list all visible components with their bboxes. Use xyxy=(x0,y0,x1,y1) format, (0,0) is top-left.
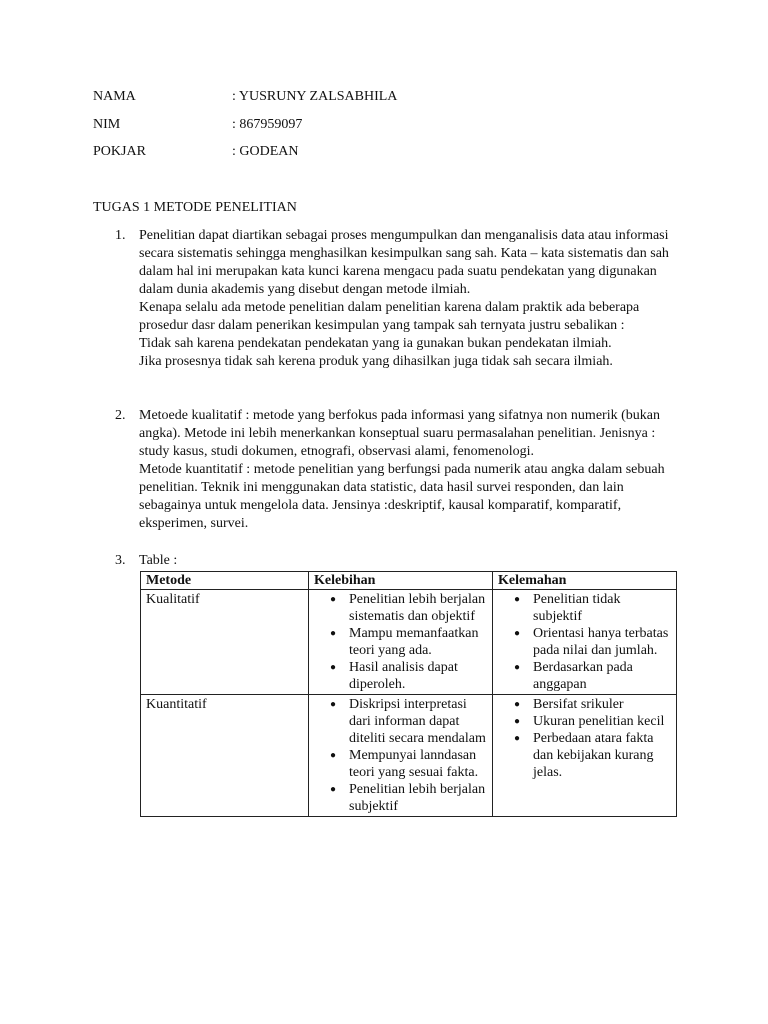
list-item-text: Ukuran penelitian kecil xyxy=(533,714,665,729)
item-paragraph: Jika prosesnya tidak sah kerena produk yang dihasilkan juga tidak sah secara ilmiah. xyxy=(139,354,613,369)
item-body xyxy=(139,407,683,533)
cell-kelebihan xyxy=(309,695,493,817)
cell-kelebihan xyxy=(309,590,493,695)
identity-row-nama xyxy=(93,87,397,107)
item-number: 3. xyxy=(115,553,126,568)
cell-metode: Kualitatif xyxy=(141,590,309,695)
identity-value: : 867959097 xyxy=(232,117,303,132)
item-number: 2. xyxy=(115,408,126,423)
list-item xyxy=(314,591,487,625)
list-item-text: Perbedaan atara fakta dan kebijakan kurang jelas. xyxy=(533,731,654,780)
cell-metode: Kuantitatif xyxy=(141,695,309,817)
bullet-icon: ● xyxy=(514,716,521,727)
list-item-text: Penelitian lebih berjalan sistematis dan objektif xyxy=(349,592,486,624)
list-item-text: Penelitian lebih berjalan subjektif xyxy=(349,782,486,814)
bullet-icon: ● xyxy=(514,594,521,605)
bullet-list xyxy=(314,696,487,815)
numbered-item-3 xyxy=(93,552,683,570)
numbered-item-2 xyxy=(93,407,683,533)
header-kelebihan: Kelebihan xyxy=(309,572,493,590)
table-row xyxy=(141,590,677,695)
item-paragraph: Penelitian dapat diartikan sebagai proses mengumpulkan dan menganalisis data atau informasi secara sistematis sehingga menghasilkan kesimpulkan sang sah. Kata – kata sistematis dan sah dalam hal ini merupakan kata kunci karena mengacu pada suatu pendekatan yang digunakan dalam dunia akademis yang disebut dengan metode ilmiah. xyxy=(139,228,669,297)
list-item-text: Mempunyai lanndasan teori yang sesuai fakta. xyxy=(349,748,479,780)
item-number: 1. xyxy=(115,228,126,243)
bullet-list xyxy=(498,696,671,781)
identity-row-nim xyxy=(93,115,302,135)
identity-label: NIM xyxy=(93,117,121,132)
table-header-row xyxy=(141,572,677,590)
cell-kelemahan xyxy=(493,695,677,817)
identity-row-pokjar xyxy=(93,142,299,162)
item-paragraph: Table : xyxy=(139,553,178,568)
numbered-item-1 xyxy=(93,227,683,371)
bullet-icon: ● xyxy=(514,699,521,710)
bullet-icon: ● xyxy=(330,628,337,639)
bullet-icon: ● xyxy=(514,662,521,673)
header-metode: Metode xyxy=(141,572,309,590)
bullet-list xyxy=(498,591,671,693)
list-item-text: Diskripsi interpretasi dari informan dapat diteliti secara mendalam xyxy=(349,697,486,746)
list-item-text: Berdasarkan pada anggapan xyxy=(533,660,633,692)
list-item xyxy=(498,625,671,659)
list-item xyxy=(498,696,671,713)
comparison-table xyxy=(140,571,677,817)
bullet-icon: ● xyxy=(330,662,337,673)
item-paragraph: Kenapa selalu ada metode penelitian dalam penelitian karena dalam praktik ada beberapa prosedur dasr dalam penerikan kesimpulan yang tampak sah ternyata justru sebalikan : xyxy=(139,300,640,333)
bullet-icon: ● xyxy=(330,784,337,795)
bullet-icon: ● xyxy=(514,733,521,744)
list-item xyxy=(314,781,487,815)
list-item xyxy=(314,625,487,659)
list-item xyxy=(314,696,487,747)
list-item xyxy=(498,713,671,730)
list-item xyxy=(314,659,487,693)
identity-label: NAMA xyxy=(93,89,136,104)
cell-kelemahan xyxy=(493,590,677,695)
identity-value: : GODEAN xyxy=(232,144,299,159)
bullet-list xyxy=(314,591,487,693)
task-title: TUGAS 1 METODE PENELITIAN xyxy=(93,200,297,215)
list-item-text: Hasil analisis dapat diperoleh. xyxy=(349,660,458,692)
bullet-icon: ● xyxy=(330,594,337,605)
bullet-icon: ● xyxy=(514,628,521,639)
table-row xyxy=(141,695,677,817)
item-body xyxy=(139,552,683,570)
list-item-text: Orientasi hanya terbatas pada nilai dan jumlah. xyxy=(533,626,669,658)
identity-label: POKJAR xyxy=(93,144,146,159)
list-item xyxy=(498,659,671,693)
item-paragraph: Metoede kualitatif : metode yang berfokus pada informasi yang sifatnya non numerik (bukan angka). Metode ini lebih menerkankan konseptual suaru permasalahan penelitian. Jenisnya : study kasus, studi dokumen, etnografi, observasi alami, fenomenologi. xyxy=(139,408,660,459)
list-item xyxy=(498,730,671,781)
list-item xyxy=(314,747,487,781)
bullet-icon: ● xyxy=(330,699,337,710)
list-item xyxy=(498,591,671,625)
identity-value: : YUSRUNY ZALSABHILA xyxy=(232,89,398,104)
list-item-text: Bersifat srikuler xyxy=(533,697,624,712)
item-paragraph: Metode kuantitatif : metode penelitian yang berfungsi pada numerik atau angka dalam sebuah penelitian. Teknik ini menggunakan data statistic, data hasil survei responden, dan lain sebagainya untuk mengelola data. Jensinya :deskriptif, kausal komparatif, komparatif, eksperimen, survei. xyxy=(139,462,665,531)
header-kelemahan: Kelemahan xyxy=(493,572,677,590)
bullet-icon: ● xyxy=(330,750,337,761)
item-body xyxy=(139,227,683,371)
item-paragraph: Tidak sah karena pendekatan pendekatan yang ia gunakan bukan pendekatan ilmiah. xyxy=(139,336,612,351)
list-item-text: Penelitian tidak subjektif xyxy=(533,592,621,624)
list-item-text: Mampu memanfaatkan teori yang ada. xyxy=(349,626,479,658)
